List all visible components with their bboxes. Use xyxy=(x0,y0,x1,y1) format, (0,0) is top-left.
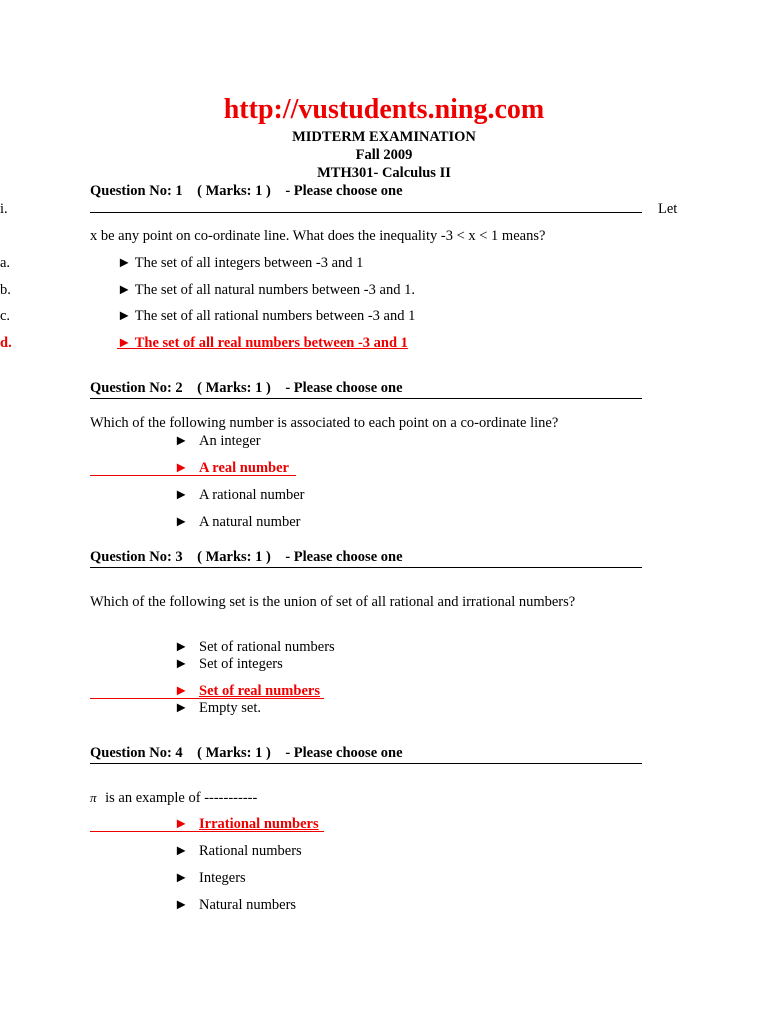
exam-title: MIDTERM EXAMINATION xyxy=(292,129,476,145)
bullet-icon: ► xyxy=(174,656,189,672)
question-4-heading: Question No: 4 ( Marks: 1 ) - Please choose one xyxy=(90,745,642,764)
course-title: MTH301- Calculus II xyxy=(317,165,451,181)
q3-option-4[interactable]: ► Empty set. xyxy=(174,700,262,716)
q2-option-4[interactable]: ► A natural number xyxy=(174,514,301,530)
option-letter-b: b. xyxy=(0,282,11,298)
exam-term: Fall 2009 xyxy=(355,147,413,163)
q2-option-3[interactable]: ► A rational number xyxy=(174,487,305,503)
bullet-icon: ► xyxy=(174,487,189,503)
bullet-icon: ► xyxy=(174,460,189,476)
q1-option-b[interactable]: ► The set of all natural numbers between -3 and 1. xyxy=(117,282,415,298)
q4-option-4[interactable]: ► Natural numbers xyxy=(174,897,297,913)
bullet-icon: ► xyxy=(174,700,189,716)
pi-symbol: π xyxy=(90,790,97,805)
q2-option-2-correct[interactable]: ► A real number xyxy=(174,460,289,476)
q3-option-1[interactable]: ► Set of rational numbers xyxy=(174,639,335,655)
q3-option-2[interactable]: ► Set of integers xyxy=(174,656,283,672)
bullet-icon: ► xyxy=(174,816,189,832)
question-3-heading: Question No: 3 ( Marks: 1 ) - Please choose one xyxy=(90,549,642,568)
site-url: http://vustudents.ning.com xyxy=(223,94,545,125)
question-2-text: Which of the following number is associated to each point on a co-ordinate line? xyxy=(90,415,559,431)
bullet-icon: ► xyxy=(174,433,189,449)
q4-option-2[interactable]: ► Rational numbers xyxy=(174,843,302,859)
bullet-icon: ► xyxy=(174,683,189,699)
let-text: Let xyxy=(658,201,678,217)
question-2-heading: Question No: 2 ( Marks: 1 ) - Please choose one xyxy=(90,380,642,399)
question-4-text: π is an example of ----------- xyxy=(90,790,258,806)
q1-option-a[interactable]: ► The set of all integers between -3 and 1 xyxy=(117,255,364,271)
q4-option-3[interactable]: ► Integers xyxy=(174,870,246,886)
question-3-text: Which of the following set is the union of set of all rational and irrational numbers? xyxy=(90,594,576,610)
bullet-icon: ► xyxy=(174,514,189,530)
q2-option-1[interactable]: ► An integer xyxy=(174,433,261,449)
bullet-icon: ► xyxy=(174,843,189,859)
question-1-text: x be any point on co-ordinate line. What does the inequality -3 < x < 1 means? xyxy=(90,228,546,244)
bullet-icon: ► xyxy=(174,870,189,886)
option-letter-a: a. xyxy=(0,255,11,271)
bullet-icon: ► xyxy=(174,639,189,655)
q1-option-c[interactable]: ► The set of all rational numbers between -3 and 1 xyxy=(117,308,416,324)
option-letter-c: c. xyxy=(0,308,11,324)
q4-option-1-correct[interactable]: ► Irrational numbers xyxy=(174,816,319,832)
roman-numeral: i. xyxy=(0,201,8,217)
option-letter-d: d. xyxy=(0,335,12,351)
q1-option-d-correct[interactable]: ► The set of all real numbers between -3 and 1 xyxy=(117,335,408,351)
bullet-icon: ► xyxy=(174,897,189,913)
question-1-heading: Question No: 1 ( Marks: 1 ) - Please choose one xyxy=(90,183,642,213)
q3-option-3-correct[interactable]: ► Set of real numbers xyxy=(174,683,320,699)
